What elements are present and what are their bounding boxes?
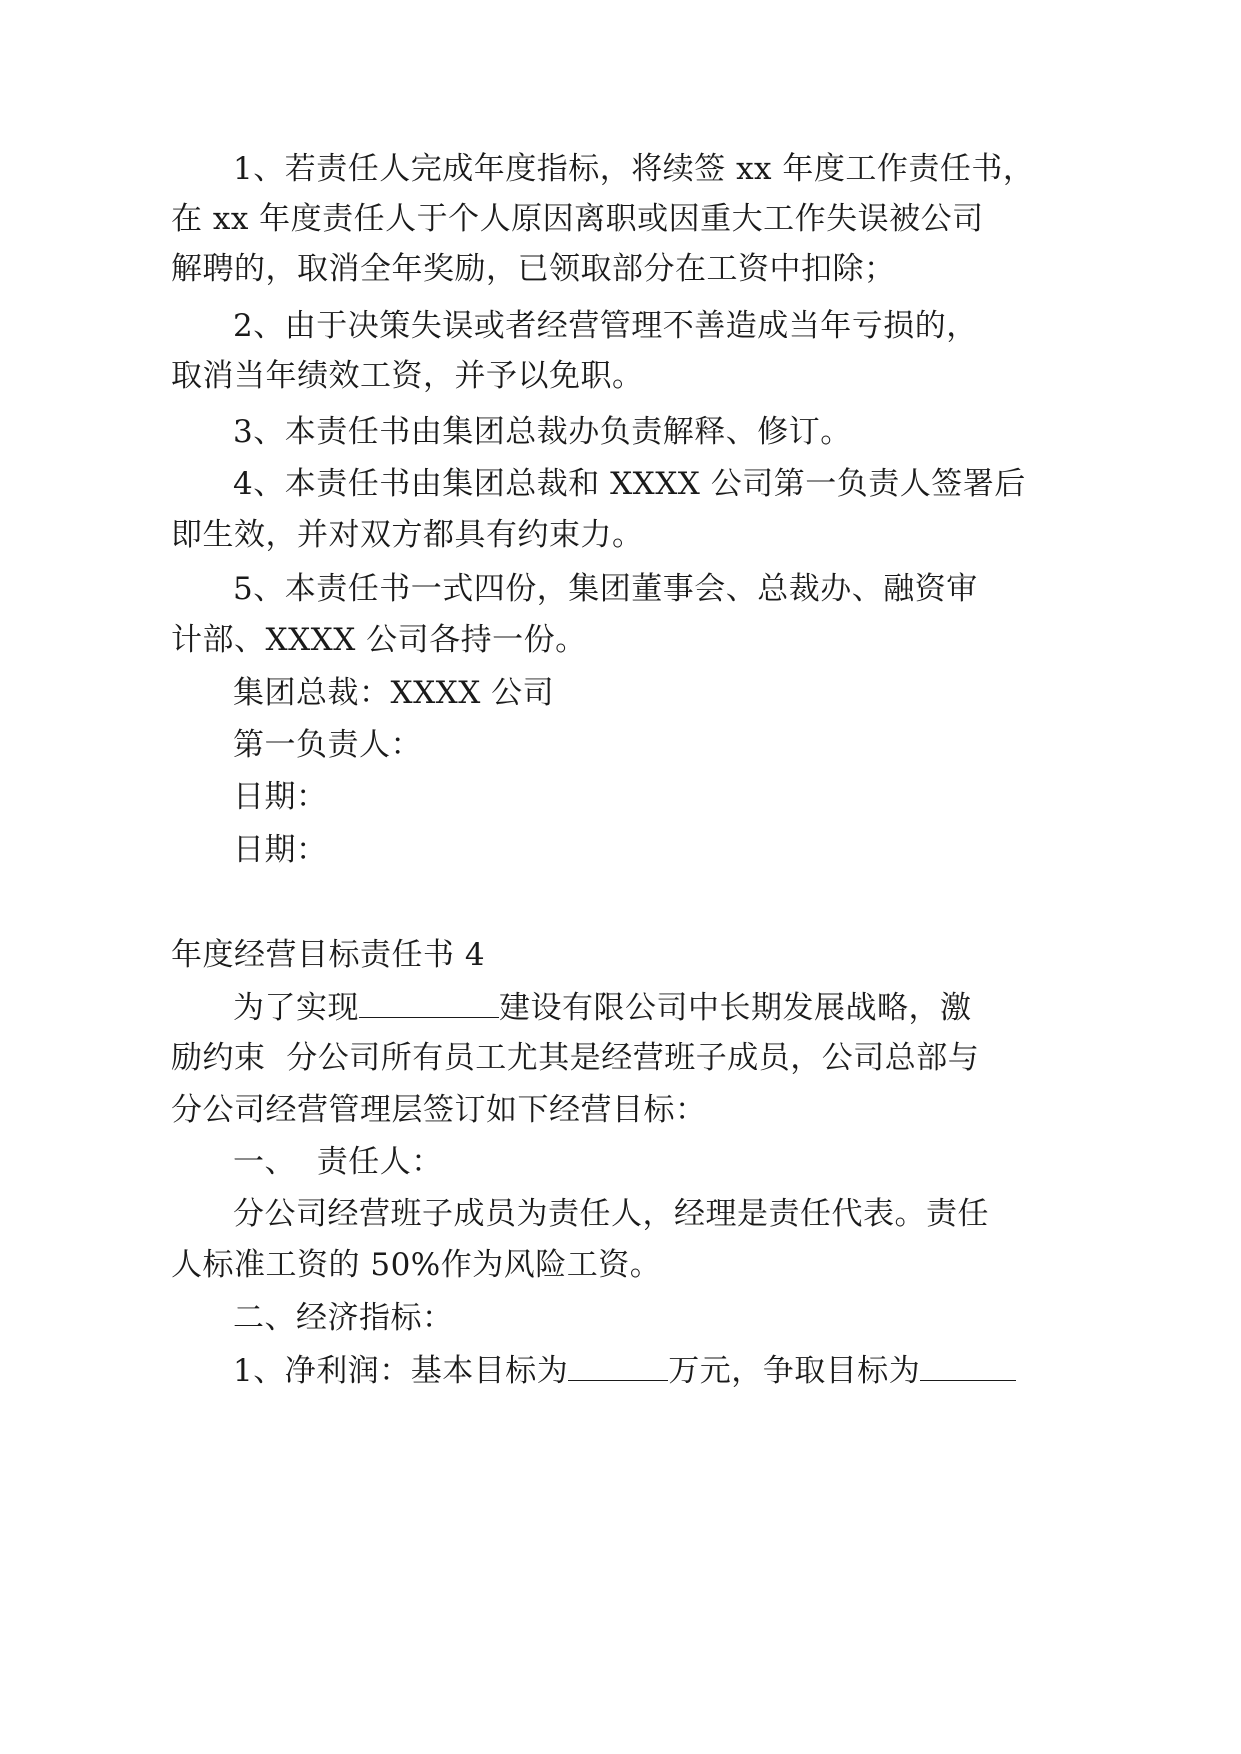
signature-date-1: 日期： [233, 779, 328, 815]
item-5-line-1: 5、本责任书一式四份，集团董事会、总裁办、融资审 [233, 571, 978, 607]
part-1-body-line-1: 分公司经营班子成员为责任人，经理是责任代表。责任 [233, 1196, 989, 1232]
part-1-body-line-2: 人标准工资的 50%作为风险工资。 [171, 1247, 662, 1283]
item-4-line-1: 4、本责任书由集团总裁和 XXXX 公司第一负责人签署后 [233, 466, 1026, 502]
item-5-line-2: 计部、XXXX 公司各持一份。 [171, 622, 587, 658]
item-2-line-1: 2、由于决策失误或者经营管理不善造成当年亏损的， [233, 308, 978, 344]
item-2-line-2: 取消当年绩效工资，并予以免职。 [171, 358, 644, 394]
intro-line-1 [233, 987, 972, 1027]
intro-line-2: 励约束 分公司所有员工尤其是经营班子成员，公司总部与 [171, 1040, 980, 1076]
net-profit-prefix: 1、净利润：基本目标为 [233, 1353, 569, 1389]
signature-group-president: 集团总裁：XXXX 公司 [233, 675, 555, 711]
intro-line-1-prefix: 为了实现 [233, 990, 359, 1026]
section-heading: 年度经营目标责任书 4 [171, 937, 486, 973]
intro-line-1-suffix: 建设有限公司中长期发展战略，激 [499, 990, 972, 1026]
item-4-line-2: 即生效，并对双方都具有约束力。 [171, 517, 644, 553]
item-1-line-3: 解聘的，取消全年奖励，已领取部分在工资中扣除； [171, 251, 896, 287]
signature-date-2: 日期： [233, 832, 328, 868]
striving-target-blank [920, 1350, 1016, 1381]
part-2-title: 二、经济指标： [233, 1300, 454, 1336]
institution-name-blank [359, 987, 499, 1018]
intro-line-3: 分公司经营管理层签订如下经营目标： [171, 1092, 707, 1128]
item-1-line-2: 在 xx 年度责任人于个人原因离职或因重大工作失误被公司 [171, 201, 984, 237]
basic-target-blank [568, 1350, 668, 1381]
net-profit-line [233, 1350, 1016, 1390]
signature-first-responsible: 第一负责人： [233, 727, 422, 763]
part-1-title: 一、 责任人： [233, 1144, 443, 1180]
item-1-line-1: 1、若责任人完成年度指标，将续签 xx 年度工作责任书， [233, 151, 1035, 187]
item-3: 3、本责任书由集团总裁办负责解释、修订。 [233, 414, 852, 450]
net-profit-middle: 万元，争取目标为 [668, 1353, 921, 1389]
